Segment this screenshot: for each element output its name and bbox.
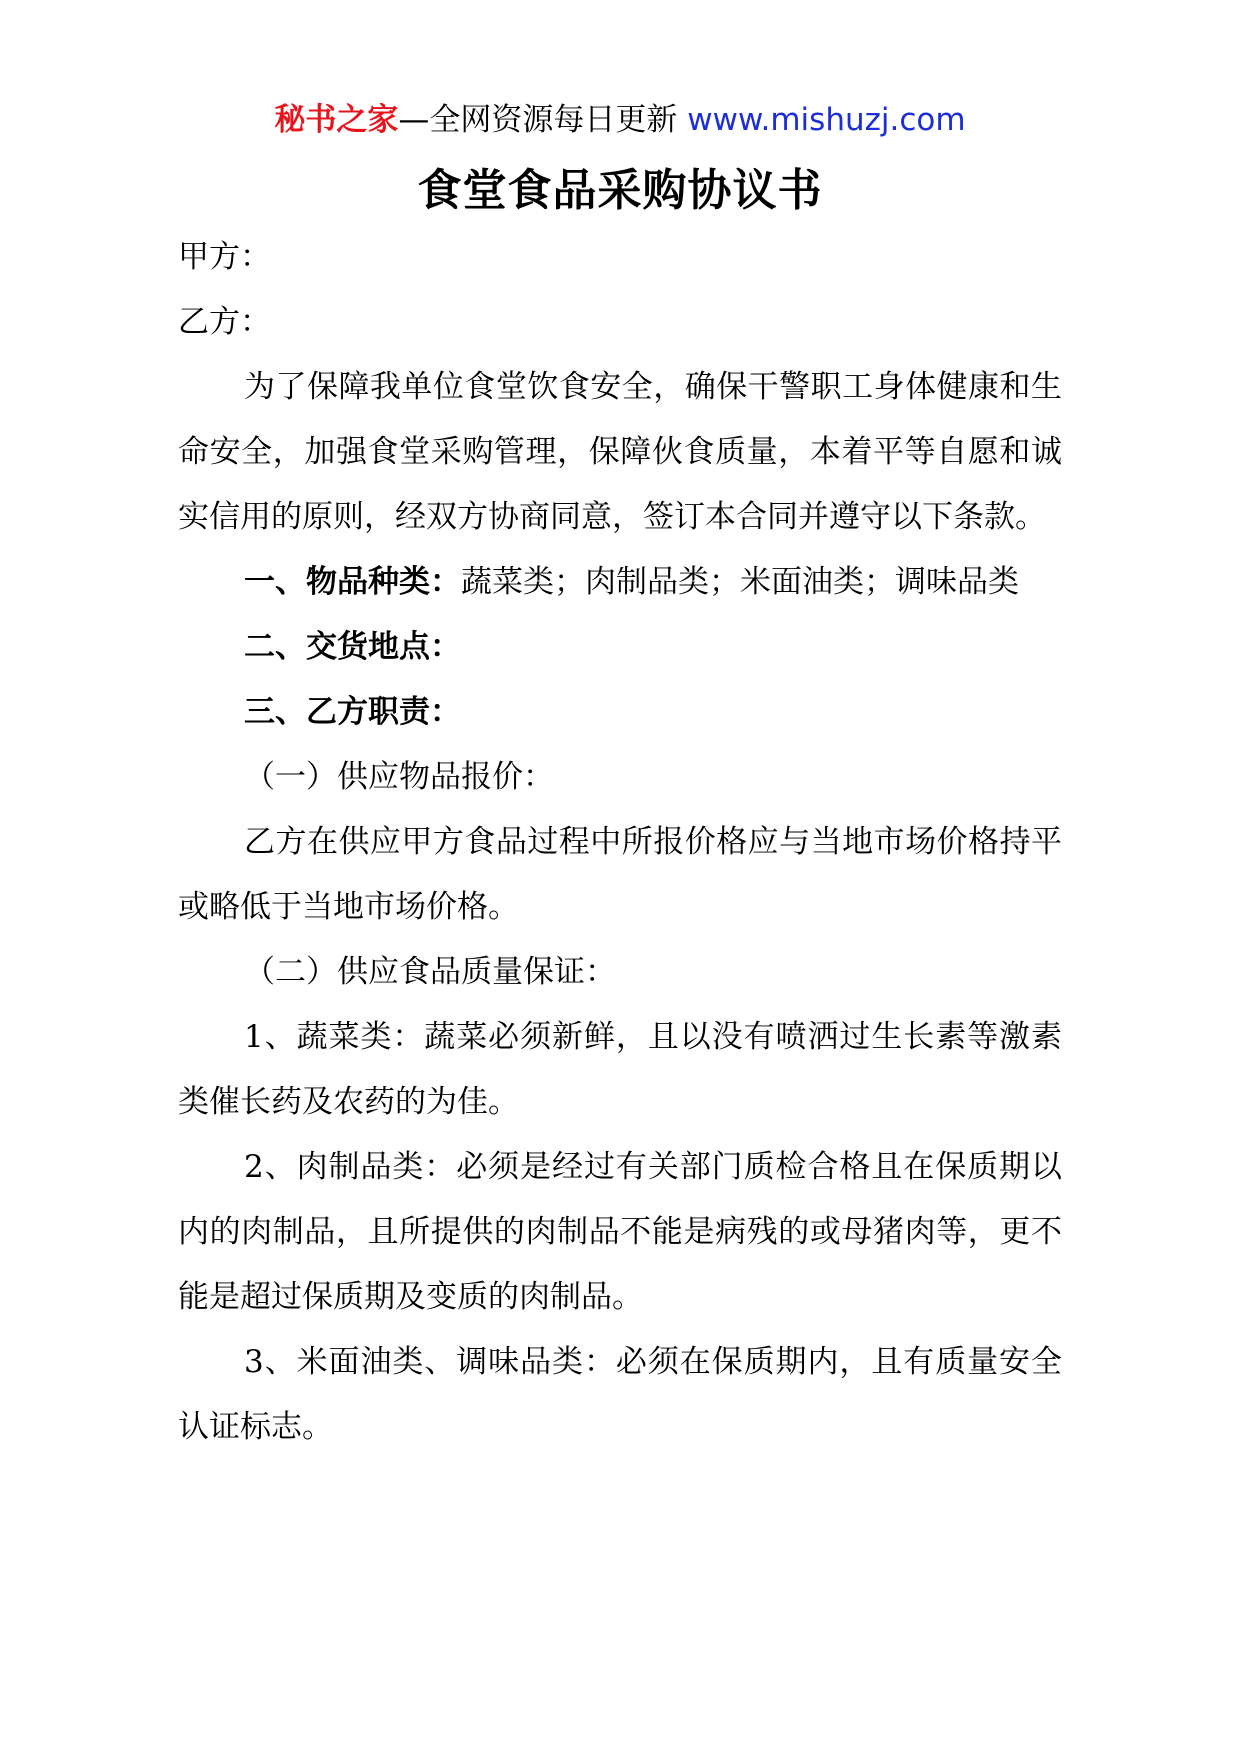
quality-item-vegetables: 1、蔬菜类：蔬菜必须新鲜，且以没有喷洒过生长素等激素类催长药及农药的为佳。 [178, 1019, 1062, 1120]
banner-slogan: —全网资源每日更新 [398, 102, 678, 138]
section-2-heading: 二、交货地点： [244, 629, 461, 665]
party-a-line: 甲方： [178, 239, 271, 275]
quality-item-grain-oil: 3、米面油类、调味品类：必须在保质期内，且有质量安全认证标志。 [178, 1344, 1062, 1445]
document-title: 食堂食品采购协议书 [417, 165, 823, 216]
subsection-2-heading: （二）供应食品质量保证： [244, 954, 616, 990]
banner-url-link[interactable]: www.mishuzj.com [687, 102, 966, 138]
section-1-heading: 一、物品种类： [244, 564, 461, 600]
subsection-1-body: 乙方在供应甲方食品过程中所报价格应与当地市场价格持平或略低于当地市场价格。 [178, 824, 1062, 925]
section-3-heading: 三、乙方职责： [244, 694, 461, 730]
section-2 [178, 615, 1062, 680]
banner-brand: 秘书之家 [274, 102, 399, 138]
quality-item-meat: 2、肉制品类：必须是经过有关部门质检合格且在保质期以内的肉制品，且所提供的肉制品不能是病残的或母猪肉等，更不能是超过保质期及变质的肉制品。 [178, 1149, 1062, 1315]
party-b-line: 乙方： [178, 304, 271, 340]
section-1 [178, 550, 1062, 615]
site-banner [0, 98, 1240, 142]
section-1-body: 蔬菜类；肉制品类；米面油类；调味品类 [461, 564, 1019, 600]
subsection-1-heading: （一）供应物品报价： [244, 759, 554, 795]
document-body [178, 225, 1062, 1460]
section-3 [178, 680, 1062, 745]
intro-paragraph: 为了保障我单位食堂饮食安全，确保干警职工身体健康和生命安全，加强食堂采购管理，保障伙食质量，本着平等自愿和诚实信用的原则，经双方协商同意，签订本合同并遵守以下条款。 [178, 369, 1062, 535]
